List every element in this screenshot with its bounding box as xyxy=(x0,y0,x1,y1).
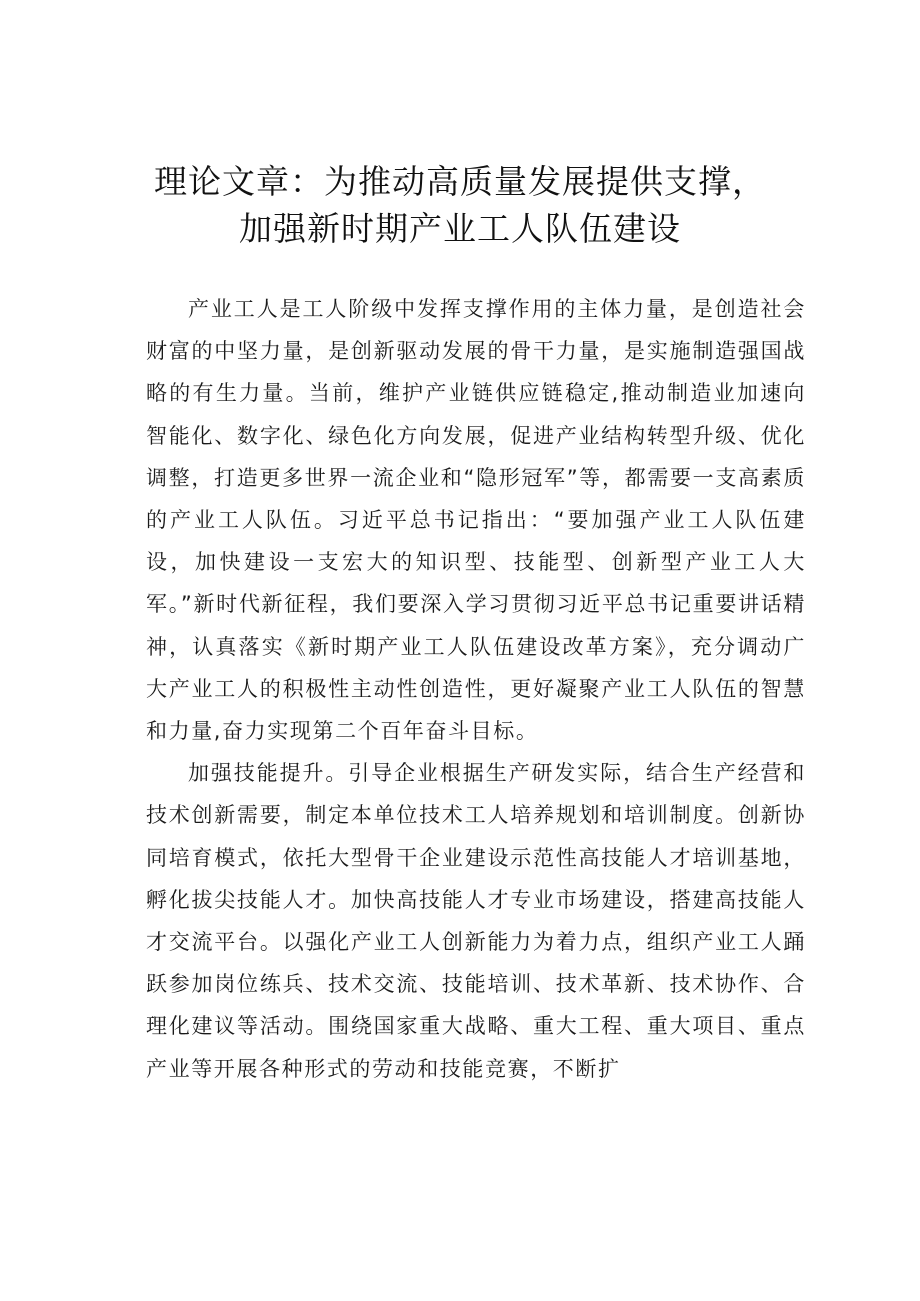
title-line-1: 理论文章：为推动高质量发展提供支撑， xyxy=(154,162,766,201)
paragraph-skill-improvement: 加强技能提升。引导企业根据生产研发实际，结合生产经营和技术创新需要，制定本单位技术工人培养规划和培训制度。创新协同培育模式，依托大型骨干企业建设示范性高技能人才培训基地，孵化拔尖技能人才。加快高技能人才专业市场建设，搭建高技能人才交流平台。以强化产业工人创新能力为着力点，组织产业工人踊跃参加岗位练兵、技术交流、技能培训、技术革新、技术协作、合理化建议等活动。围绕国家重大战略、重大工程、重大项目、重点产业等开展各种形式的劳动和技能竞赛，不断扩 xyxy=(146,761,806,1081)
paragraph-intro: 产业工人是工人阶级中发挥支撑作用的主体力量，是创造社会财富的中坚力量，是创新驱动发展的骨干力量，是实施制造强国战略的有生力量。当前，维护产业链供应链稳定,推动制造业加速向智能化、数字化、绿色化方向发展，促进产业结构转型升级、优化调整，打造更多世界一流企业和“隐形冠军”等，都需要一支高素质的产业工人队伍。习近平总书记指出：“要加强产业工人队伍建设，加快建设一支宏大的知识型、技能型、创新型产业工人大军。”新时代新征程，我们要深入学习贯彻习近平总书记重要讲话精神，认真落实《新时期产业工人队伍建设改革方案》，充分调动广大产业工人的积极性主动性创造性，更好凝聚产业工人队伍的智慧和力量,奋力实现第二个百年奋斗目标。 xyxy=(146,297,806,744)
title-line-2: 加强新时期产业工人队伍建设 xyxy=(239,209,681,248)
document-body xyxy=(146,288,806,1090)
document-title xyxy=(80,158,840,252)
